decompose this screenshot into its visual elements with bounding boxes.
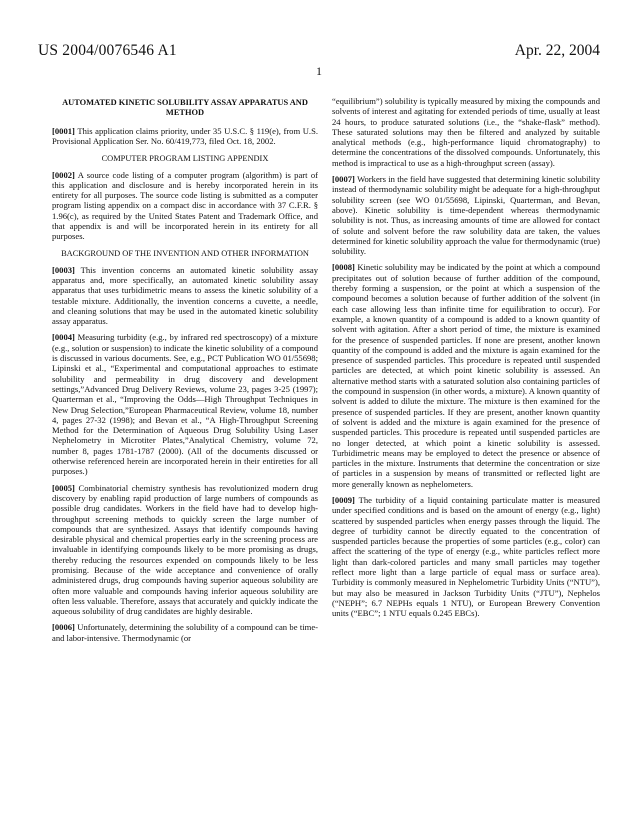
paragraph-0009: [332, 495, 600, 619]
paragraph-0001: [52, 126, 318, 147]
paragraph-number: [0008]: [332, 262, 355, 273]
paragraph-0002: [52, 170, 318, 242]
paragraph-text: Kinetic solubility may be indicated by the point at which a compound precipitates out of solution because of further addition of the compound, thereby forming a suspension, or the point at which a suspension of the compound becomes a solution because of further addition of the solvent (in each case allowing less than infinite time for equilibration to occur). For example, a known quantity of a compound is added to a known quantity of solvent with agitation. After a short period of time, the mixture is examined for the presence of suspended particles. If none are present, another known quantity of the compound is added and the mixture is again examined for the presence of suspended particles. This procedure is repeated until suspended particles are detected, at which point kinetic solubility is assessed. An alternative method starts with a saturated solution also containing particles of the compound in suspension (in other words, a mixture). A known quantity of solvent is added to dilute the mixture. The mixture is then examined for the presence of suspended particles. If they are present, another known quantity of solvent is added and the mixture is again examined for the presence of suspended particles. This procedure is repeated until suspended particles are no longer detected, at which point a kinetic solubility is assessed. Turbidimetric means may be employed to detect the presence or absence of particles in the mixture. Instruments that determine the concentration or size of particles in a suspension by means of transmitted or reflected light are more generally known as nephelometers.: [332, 262, 600, 489]
section-heading-computer-listing: COMPUTER PROGRAM LISTING APPENDIX: [101, 153, 269, 163]
paragraph-text: The turbidity of a liquid containing particulate matter is measured under specified conditions and is based on the amount of energy (e.g., light) scattered by suspended particles when energy passes through the liquid. The degree of turbidity cannot be directly equated to the concentration of suspended particles because the properties of some particles (e.g., color) can affect the scattering of the type of energy (e.g., white particles reflect more light than dark-colored particles and many small particles may together reflect more light than a large particle of equal mass or surface area). Turbidity is commonly measured in Nephelometric Turbidity Units (“NTU”), but may also be measured in Jackson Turbidity Units (“JTU”), Nephelos (“NEPH”; 6.7 NEPHs equals 1 NTU), or European Brewery Convention units (“EBC”; 1 NTU equals 0.245 EBCs).: [332, 494, 600, 619]
paragraph-number: [0003]: [52, 264, 75, 275]
paragraph-text: Combinatorial chemistry synthesis has revolutionized modern drug discovery by enabling rapid production of large numbers of compounds as possible drug candidates. Workers in the field have had to develop high-throughput screening methods to quickly screen the large number of compounds that are synthesized. Assays that identify compounds having desirable physical and chemical properties early in the screening process are invaluable in identifying compounds likely to be more promising as drugs, thereby reducing the resources expended on compounds likely to be less promising. Because of the wide acceptance and convenience of orally administered drugs, drug compounds having superior aqueous solubility are often more valuable and compounds having inferior aqueous solubility are often less valuable. Therefore, assays that accurately and quickly indicate the aqueous solubility of drug candidates are highly desirable.: [52, 482, 318, 617]
paragraph-0007: [332, 174, 600, 256]
paragraph-number: [0002]: [52, 169, 75, 180]
paragraph-text: This application claims priority, under 35 U.S.C. § 119(e), from U.S. Provisional Application Ser. No. 60/419,773, filed Oct. 18, 2002.: [52, 126, 318, 147]
paragraph-text: A source code listing of a computer program (algorithm) is part of this application and disclosure and is hereby incorporated herein in its entirety for all purposes. The source code listing is submitted as a computer program listing appendix on a compact disc in accordance with 37 C.F.R. § 1.96(c), as required by the United States Patent and Trademark Office, and that appendix is and will be incorporated herein in its entirety for all purposes.: [52, 169, 318, 242]
document-title: AUTOMATED KINETIC SOLUBILITY ASSAY APPARATUS AND METHOD: [62, 98, 308, 117]
paragraph-0004: [52, 332, 318, 476]
paragraph-0006: [52, 622, 318, 643]
paragraph-number: [0007]: [332, 174, 355, 185]
paragraph-text: Workers in the field have suggested that determining kinetic solubility instead of thermodynamic solubility might be adequate for a high-throughput solubility screen (see WO 01/55698, Lipinski, Quarterman, and Bevan, above). Kinetic solubility is time-dependent whereas thermodynamic solubility is not. Thus, as increasing amounts of time are allowed for contact of solute and solvent before the raw solubility data are taken, the values determined for kinetic solubility approach the value for thermodynamic (true) solubility.: [332, 174, 600, 257]
right-column: [332, 96, 600, 625]
left-column: [52, 92, 318, 649]
paragraph-text: Unfortunately, determining the solubility of a compound can be time- and labor-intensive. Thermodynamic (or: [52, 622, 318, 643]
paragraph-text: This invention concerns an automated kinetic solubility assay apparatus and, more specifically, an automated kinetic solubility assay apparatus that uses turbidimetric means to assess the kinetic solubility of a testable mixture. Additionally, the invention concerns a cuvette, a needle, and cleaning solutions that may be used in the automated kinetic solubility assay apparatus.: [52, 264, 318, 327]
publication-number: US 2004/0076546 A1: [38, 42, 177, 59]
paragraph-0006-continued: “equilibrium”) solubility is typically measured by mixing the compounds and solvents of interest and agitating for extended periods of time, usually at least 24 hours, to produce saturated solutions (i.e., the “shake-flask” method). These saturated solutions may then be filtered and analyzed by suitable analytical methods (e.g., high-performance liquid chromatography) to determine the concentrations of the dissolved compounds. Unfortunately, this method is impractical to use as a high-throughput screen (assay).: [332, 96, 600, 168]
paragraph-text: Measuring turbidity (e.g., by infrared red spectroscopy) of a mixture (e.g., solution or suspension) to indicate the kinetic solubility of a compound is discussed in various documents. See, e.g., PCT Publication WO 01/55698; Lipinski et al., “Experimental and computational approaches to estimate solubility and permeability in drug discovery and development settings,”Advanced Drug Delivery Reviews, volume 23, pages 3-25 (1997); Quarterman et al., “Improving the Odds—High Throughput Techniques in New Drug Selection,”European Pharmaceutical Review, volume 18, number 4, pages 27-32 (1998); and Bevan et al., “A High-Throughput Screening Method for the Determination of Aqueous Drug Solubility Using Laser Nephelometry in Microtiter Plates,”Analytical Chemistry, volume 72, number 8, pages 1781-1787 (2000). (All of the documents discussed or otherwise referenced herein are incorporated herein in their entireties for all purposes.): [52, 332, 318, 477]
paragraph-number: [0009]: [332, 494, 355, 505]
page-number: 1: [316, 64, 322, 78]
page-header: [38, 42, 600, 64]
paragraph-0008: [332, 262, 600, 489]
section-heading-background: BACKGROUND OF THE INVENTION AND OTHER INFORMATION: [61, 248, 309, 258]
publication-date: Apr. 22, 2004: [514, 42, 600, 59]
paragraph-0005: [52, 483, 318, 617]
paragraph-number: [0006]: [52, 622, 75, 633]
paragraph-number: [0005]: [52, 482, 75, 493]
paragraph-0003: [52, 265, 318, 327]
paragraph-number: [0004]: [52, 332, 75, 343]
paragraph-number: [0001]: [52, 126, 75, 136]
